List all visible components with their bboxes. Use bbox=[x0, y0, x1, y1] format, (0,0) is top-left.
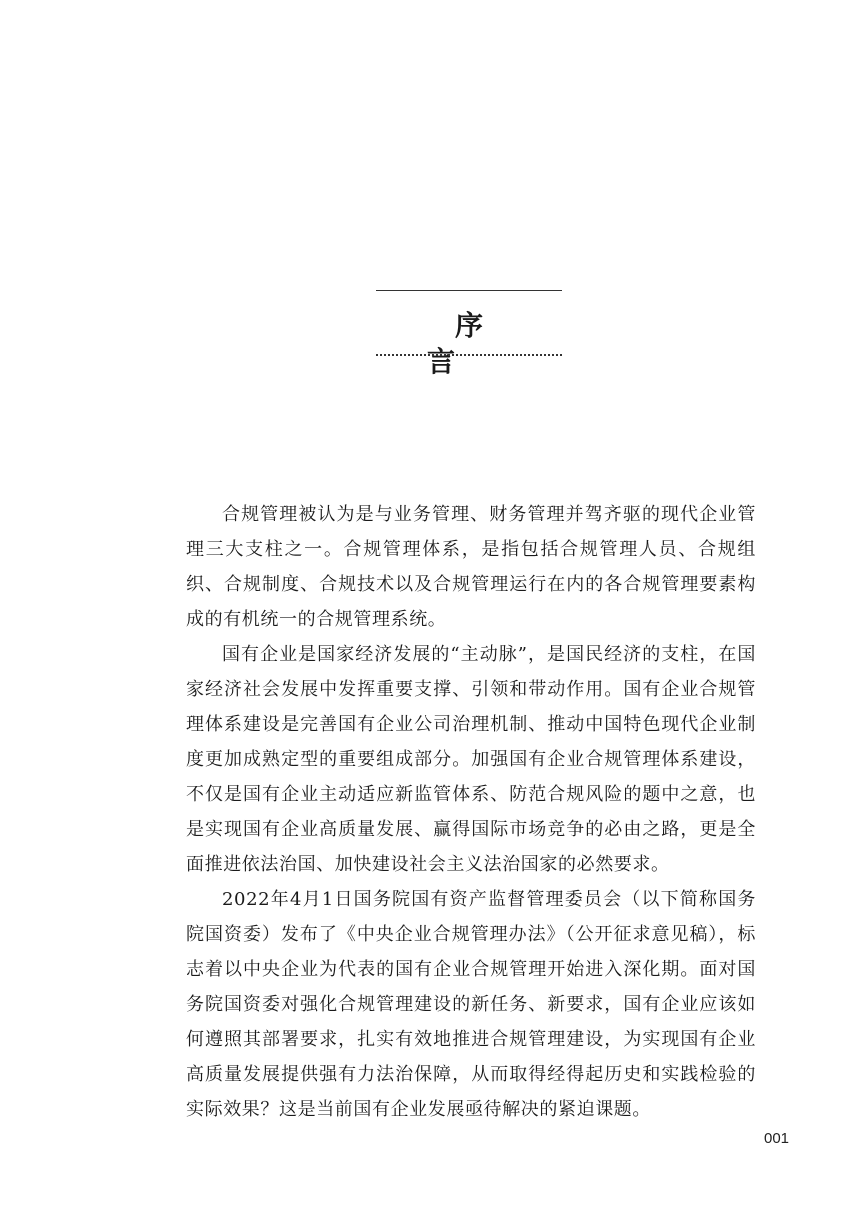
paragraph-3: 2022年4月1日国务院国有资产监督管理委员会（以下简称国务院国资委）发布了《中央企业合规管理办法》（公开征求意见稿），标志着以中央企业为代表的国有企业合规管理开始进入深化期。面对国务院国资委对强化合规管理建设的新任务、新要求，国有企业应该如何遵照其部署要求，扎实有效地推进合规管理建设，为实现国有企业高质量发展提供强有力法治保障，从而取得经得起历史和实践检验的实际效果？这是当前国有企业发展亟待解决的紧迫课题。 bbox=[186, 889, 756, 1120]
body-text bbox=[186, 497, 756, 1127]
paragraph-2: 国有企业是国家经济发展的“主动脉”，是国民经济的支柱，在国家经济社会发展中发挥重要支撑、引领和带动作用。国有企业合规管理体系建设是完善国有企业公司治理机制、推动中国特色现代企业制度更加成熟定型的重要组成部分。加强国有企业合规管理体系建设，不仅是国有企业主动适应新监管体系、防范合规风险的题中之意，也是实现国有企业高质量发展、赢得国际市场竞争的必由之路，更是全面推进依法治国、加快建设社会主义法治国家的必然要求。 bbox=[186, 644, 756, 875]
page-number: 001 bbox=[764, 1130, 790, 1147]
paragraph-1: 合规管理被认为是与业务管理、财务管理并驾齐驱的现代企业管理三大支柱之一。合规管理体系，是指包括合规管理人员、合规组织、合规制度、合规技术以及合规管理运行在内的各合规管理要素构成的有机统一的合规管理系统。 bbox=[186, 504, 756, 630]
title-top-rule bbox=[376, 290, 562, 291]
page-title: 序 言 bbox=[426, 309, 539, 378]
title-bottom-rule bbox=[376, 354, 562, 356]
